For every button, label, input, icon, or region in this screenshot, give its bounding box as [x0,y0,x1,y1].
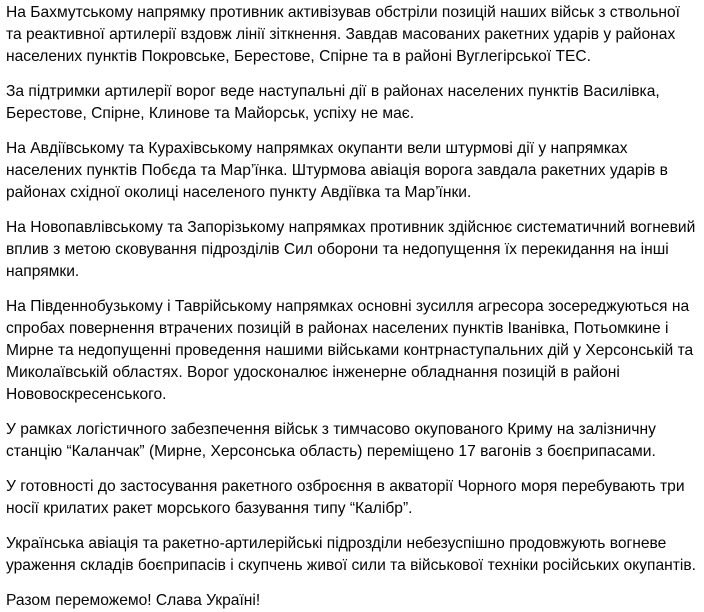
post-paragraph-artillery-support: За підтримки артилерії ворог веде наступальні дії в районах населених пунктів Василівка, Берестове, Спірне, Клинове та Майорськ, успіху не має. [6,83,660,122]
post-paragraph-novopavlivka-zaporizhzhia: На Новопавлівському та Запорізькому напрямках противник здійснює систематичний вогневий вплив з метою сковування підрозділів Сил оборони та недопущення їх перекидання на інші напрямки. [6,219,696,280]
post-paragraph-closing: Разом переможемо! Слава Україні! [6,592,261,609]
post-paragraph-aviation: Українська авіація та ракетно-артилерійські підрозділи небезуспішно продовжують вогневе ураження складів боєприпасів і скупчень живої сили та військової техніки російських окупантів. [6,535,696,574]
post-paragraph-avdiivka-kurakhove: На Авдіївському та Курахівському напрямках окупанти вели штурмові дії у напрямках населених пунктів Побєда та Мар’їнка. Штурмова авіація ворога завдала ракетних ударів в районах східної околиці населеного пункту Авдіївка та Мар’їнки. [6,140,668,201]
post-paragraph-bakhmut: На Бахмутському напрямку противник активізував обстріли позицій наших військ з ствольної та реактивної артилерії вздовж лінії зіткнення. Завдав масованих ракетних ударів у районах населених пунктів Покровське, Берестове, Спірне та в районі Вуглегірської ТЕС. [6,4,681,65]
post-paragraph-logistics: У рамках логістичного забезпечення військ з тимчасово окупованого Криму на залізничну станцію “Каланчак” (Мирне, Херсонська область) переміщено 17 вагонів з боєприпасами. [6,421,656,460]
post-paragraph-black-sea: У готовності до застосування ракетного озброєння в акваторії Чорного моря перебувають три носії крилатих ракет морського базування типу “Калібр”. [6,478,685,517]
post-paragraph-south-bug-tavriia: На Південнобузькому і Таврійському напрямках основні зусилля агресора зосереджуються на спробах повернення втрачених позицій в районах населених пунктів Іванівка, Потьомкине і Мирне та недопущенні проведення нашими військами контрнаступальних дій у Херсонській та Миколаївській областях. Ворог удосконалює інженерне обладнання позицій в районі Нововоскресенського. [6,298,694,403]
